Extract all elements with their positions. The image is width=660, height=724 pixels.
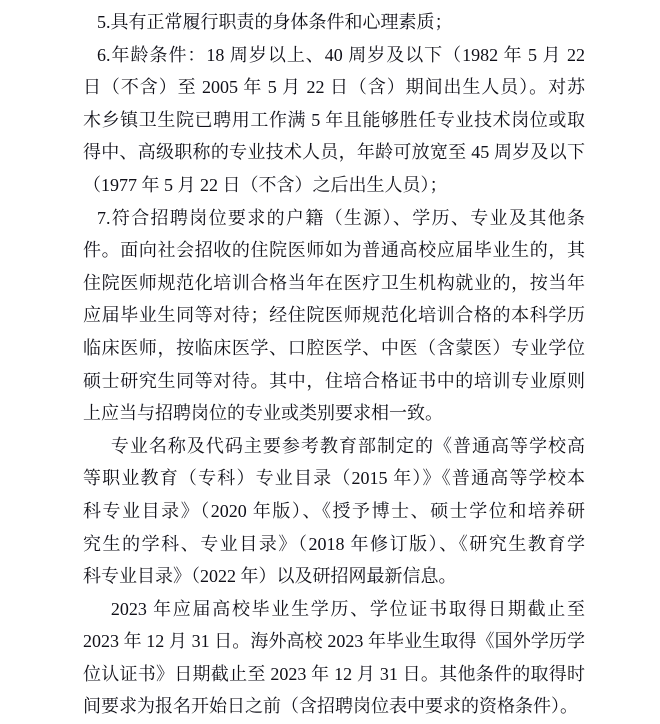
text-line: 住院医师规范化培训合格当年在医疗卫生机构就业的，按当年 (83, 272, 585, 293)
text-line: 科专业目录》（2020 年版）、《授予博士、硕士学位和培养研 (83, 500, 585, 521)
text-line: 2023 年应届高校毕业生学历、学位证书取得日期截止至 (110, 598, 585, 619)
text-line: 2023 年 12 月 31 日。海外高校 2023 年毕业生取得《国外学历学 (83, 631, 585, 652)
text-line: 等职业教育（专科）专业目录（2015 年）》《普通高等学校本 (83, 468, 585, 489)
text-line: 间要求为报名开始日之前（含招聘岗位表中要求的资格条件）。 (83, 696, 578, 717)
text-line: 究生的学科、专业目录》（2018 年修订版）、《研究生教育学 (83, 533, 585, 554)
text-line: 得中、高级职称的专业技术人员，年龄可放宽至 45 周岁及以下 (83, 142, 585, 163)
text-line: 应届毕业生同等对待；经住院医师规范化培训合格的本科学历 (83, 305, 585, 326)
text-line: 上应当与招聘岗位的专业或类别要求相一致。 (83, 403, 443, 424)
text-line: 件。面向社会招收的住院医师如为普通高校应届毕业生的，其 (83, 240, 585, 261)
document-body (83, 6, 585, 723)
text-line: 木乡镇卫生院已聘用工作满 5 年且能够胜任专业技术岗位或取 (83, 109, 585, 130)
text-line: 位认证书》日期截止至 2023 年 12 月 31 日。其他条件的取得时 (83, 663, 585, 684)
text-line: （1977 年 5 月 22 日（不含）之后出生人员）； (83, 174, 448, 195)
text-line: 临床医师，按临床医学、口腔医学、中医（含蒙医）专业学位 (83, 337, 585, 358)
text-line: 6.年龄条件：18 周岁以上、40 周岁及以下（1982 年 5 月 22 (97, 44, 585, 65)
text-line: 5.具有正常履行职责的身体条件和心理素质； (97, 12, 453, 32)
text-line: 硕士研究生同等对待。其中，住培合格证书中的培训专业原则 (83, 370, 585, 391)
text-line: 7.符合招聘岗位要求的户籍（生源）、学历、专业及其他条 (97, 207, 585, 228)
text-line: 日（不含）至 2005 年 5 月 22 日（含）期间出生人员）。对苏 (83, 77, 585, 98)
text-line: 专业名称及代码主要参考教育部制定的《普通高等学校高 (110, 435, 585, 456)
text-line: 科专业目录》（2022 年）以及研招网最新信息。 (83, 566, 457, 587)
